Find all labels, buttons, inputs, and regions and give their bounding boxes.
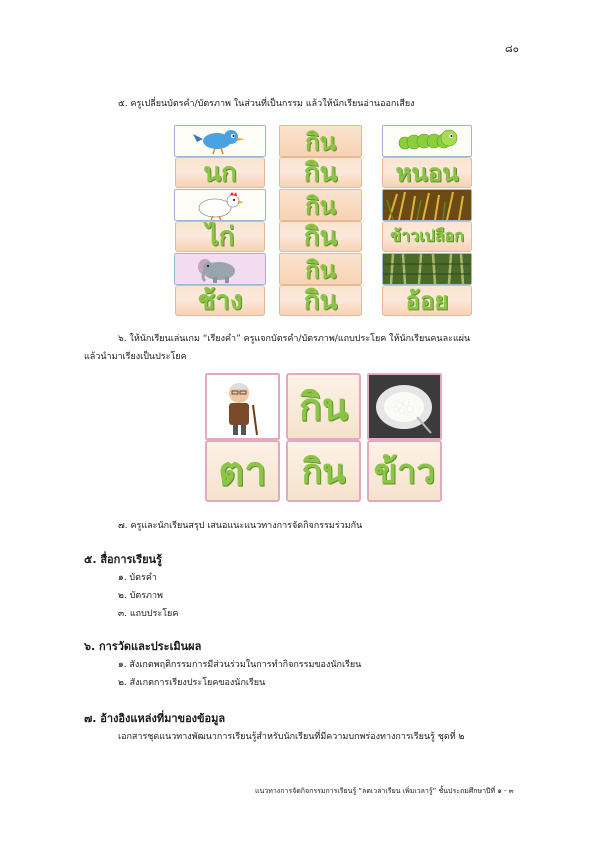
word-card-worm: หนอน <box>382 157 472 188</box>
word-card-eat-1: กิน <box>279 157 362 188</box>
bird-icon <box>175 126 265 156</box>
verb-card-label: กิน <box>305 255 336 284</box>
word-card-elephant: ช้าง <box>175 285 265 316</box>
section-5-item: ๒. บัตรภาพ <box>118 591 163 601</box>
elephant-picture <box>174 253 266 285</box>
step-6-line-2: แล้วนำมาเรียงเป็นประโยค <box>84 352 187 362</box>
chicken-icon <box>175 190 265 220</box>
step-6-line-1: ๖. ให้นักเรียนเล่นเกม “เรียงคำ” ครูแจกบัตรคำ/บัตรภาพ/แถบประโยค ให้นักเรียนคนละแผ่น <box>118 334 471 344</box>
verb-card-label: กิน <box>305 191 336 220</box>
rice-plant-picture <box>382 189 472 221</box>
section-6-item: ๒. สังเกตการเรียงประโยคของนักเรียน <box>118 678 266 688</box>
chicken-picture <box>174 189 266 221</box>
elephant-icon <box>175 254 265 284</box>
worm-icon <box>383 126 471 156</box>
sugarcane-picture <box>382 253 472 285</box>
word-card-paddy: ข้าวเปลือก <box>382 221 472 252</box>
worm-picture <box>382 125 472 157</box>
bird-picture <box>174 125 266 157</box>
section-6-heading: ๖. การวัดและประเมินผล <box>84 640 202 653</box>
section-5-heading: ๕. สื่อการเรียนรู้ <box>84 553 162 566</box>
section-7-heading: ๗. อ้างอิงแหล่งที่มาของข้อมูล <box>84 712 226 725</box>
word-card-eat-3: กิน <box>279 285 362 316</box>
section-7-reference: เอกสารชุดแนวทางพัฒนาการเรียนรู้สำหรับนักเรียนที่มีความบกพร่องทางการเรียนรู้ ชุดที่ ๒ <box>118 732 465 742</box>
word-card-sugarcane: อ้อย <box>382 285 472 316</box>
word-card-bird: นก <box>175 157 265 188</box>
rice-plant-icon <box>383 190 471 220</box>
verb-card-label: กิน <box>305 127 336 156</box>
rice-plate-icon <box>369 375 440 438</box>
verb-card-top-2 <box>279 189 362 221</box>
verb-card-top-3 <box>279 253 362 285</box>
old-man-icon <box>207 375 278 438</box>
section-6-item: ๑. สังเกตพฤติกรรมการมีส่วนร่วมในการทำกิจกรรมของนักเรียน <box>118 660 362 670</box>
step-7-text: ๗. ครูและนักเรียนสรุป เสนอแนะแนวทางการจัดกิจกรรมร่วมกัน <box>118 521 363 531</box>
sentence-card-grandpa: ตา <box>205 440 280 502</box>
section-5-item: ๑. บัตรคำ <box>118 573 157 583</box>
page-footer: แนวทางการจัดกิจกรรมการเรียนรู้ “ลดเวลาเรียน เพิ่มเวลารู้” ชั้นประถมศึกษาปีที่ ๑ - ๓ <box>255 787 514 795</box>
sugarcane-icon <box>383 254 471 284</box>
word-card-chicken: ไก่ <box>175 221 265 252</box>
old-man-picture <box>205 373 280 440</box>
section-5-item: ๓. แถบประโยค <box>118 609 179 619</box>
sentence-verb-card-top: กิน <box>286 373 361 440</box>
sentence-card-rice: ข้าว <box>367 440 442 502</box>
verb-card-top-1 <box>279 125 362 157</box>
page-number: ๘๐ <box>505 44 519 55</box>
sentence-card-eat: กิน <box>286 440 361 502</box>
rice-plate-picture <box>367 373 442 440</box>
step-5-text: ๕. ครูเปลี่ยนบัตรคำ/บัตรภาพ ในส่วนที่เป็นกรรม แล้วให้นักเรียนอ่านออกเสียง <box>118 99 415 109</box>
word-card-eat-2: กิน <box>279 221 362 252</box>
